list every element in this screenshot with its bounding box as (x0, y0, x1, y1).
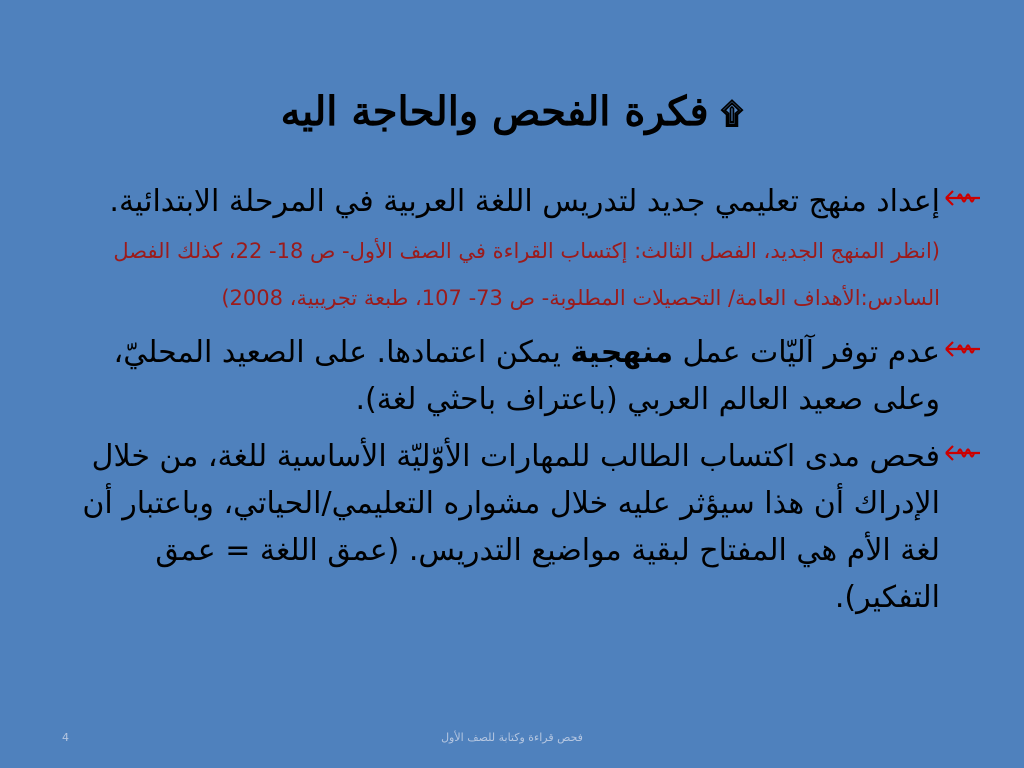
wave-arrow-bullet-icon (944, 441, 984, 465)
bullet-list (60, 178, 984, 621)
wave-arrow-bullet-icon (944, 337, 984, 361)
bullet-text: عدم توفر آليّات عمل (673, 335, 940, 370)
title-text: فكرة الفحص والحاجة اليه (280, 88, 709, 135)
bullet-item (60, 433, 984, 621)
bullet-item (60, 329, 984, 423)
bullet-text: إعداد منهج تعليمي جديد لتدريس اللغة العربية في المرحلة الابتدائية. (109, 184, 940, 219)
slide-title (0, 84, 1024, 143)
bullet-emphasis: منهجية (570, 335, 674, 370)
bullet-item (60, 178, 984, 319)
footer-caption: فحص قراءة وكتابة للصف الأول (441, 731, 583, 744)
bullet-reference-note: (انظر المنهج الجديد، الفصل الثالث: إكتساب القراءة في الصف الأول- ص 18- 22، كذلك الفصل السادس:الأهداف العامة/ التحصيلات المطلوبة- ص 73- 107، طبعة تجريبية، 2008) (113, 239, 940, 310)
page-number: 4 (62, 731, 69, 744)
wave-arrow-bullet-icon (944, 186, 984, 210)
title-ornament-icon: ۩ (720, 97, 744, 132)
bullet-text: يمكن اعتمادها. على الصعيد المحليّ، وعلى صعيد العالم العربي (باعتراف باحثي لغة). (113, 335, 940, 417)
bullet-text: فحص مدى اكتساب الطالب للمهارات الأوّليّة الأساسية للغة، من خلال الإدراك أن هذا سيؤثر عليه خلال مشواره التعليمي/الحياتي، وباعتبار أن لغة الأم هي المفتاح لبقية مواضيع التدريس. (عمق اللغة = عمق التفكير). (82, 439, 940, 615)
